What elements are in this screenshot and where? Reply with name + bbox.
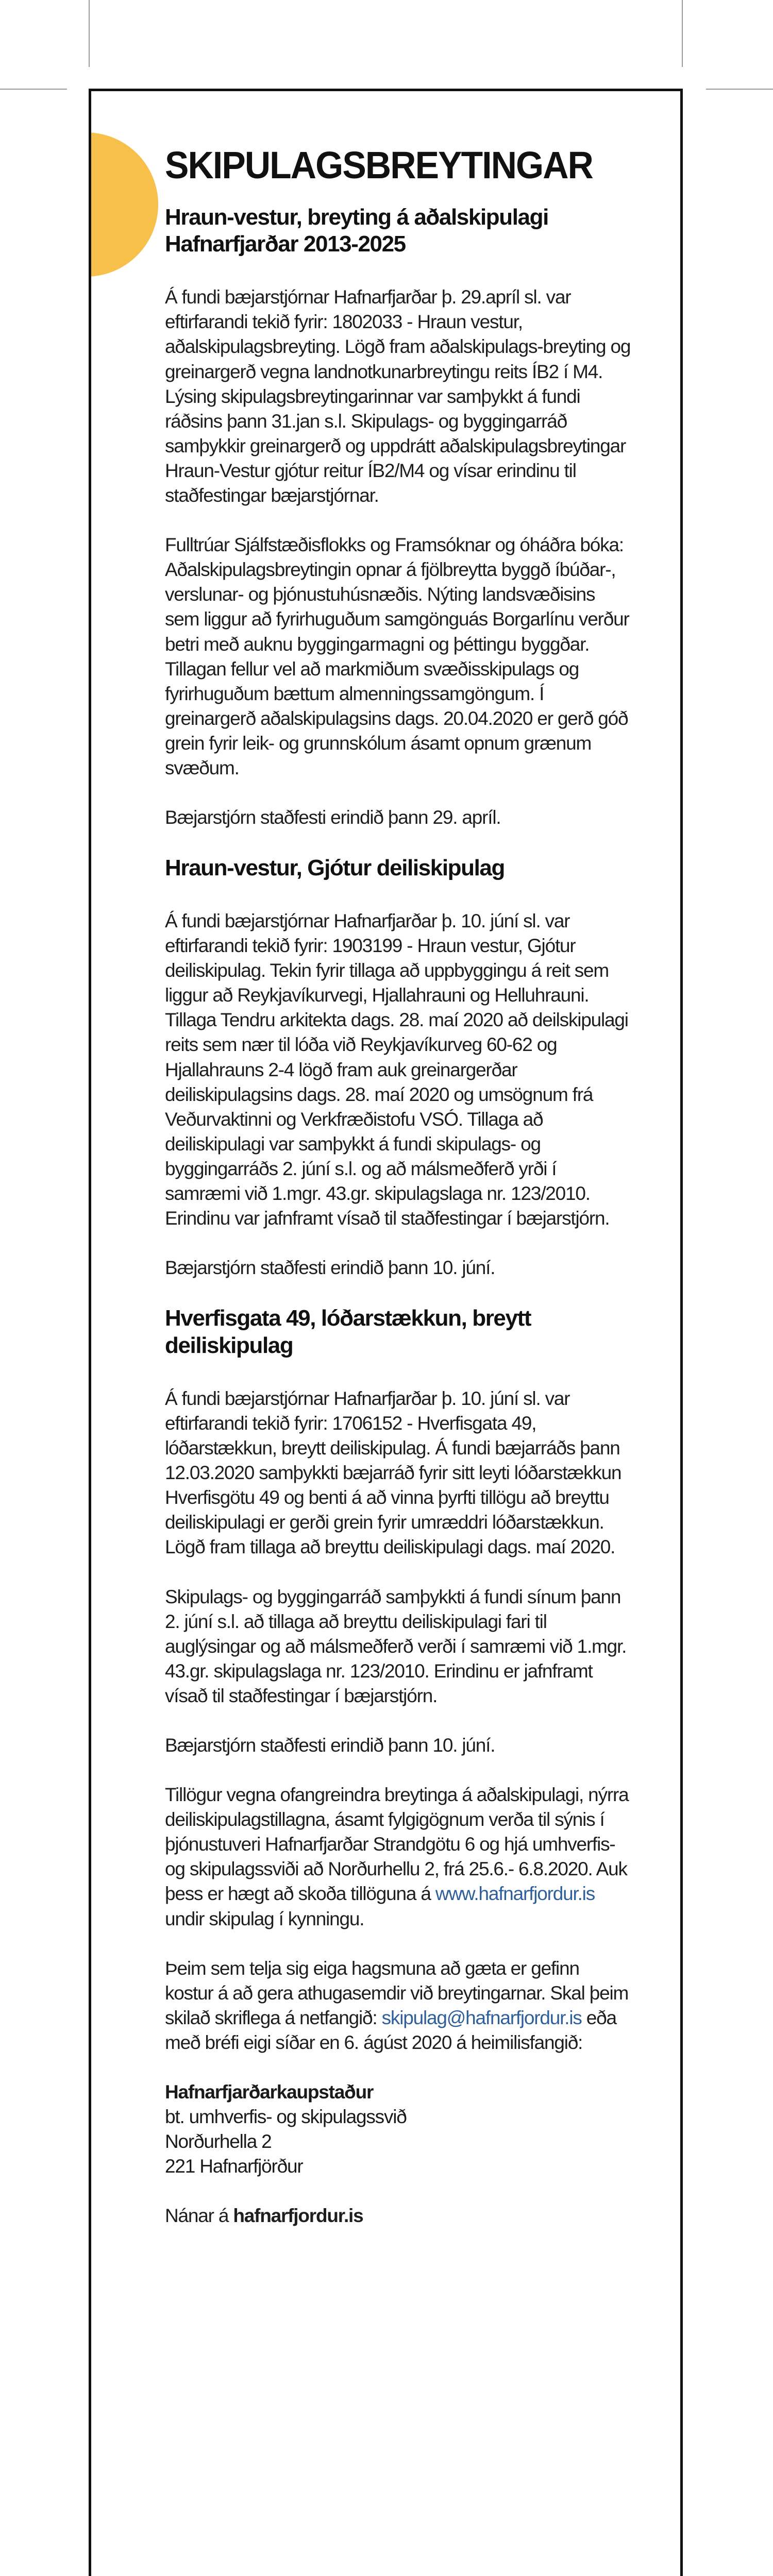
body-paragraph: Á fundi bæjarstjórnar Hafnarfjarðar þ. 10. júní sl. var eftirfarandi tekið fyrir: 1706152 - Hverfisgata 49, lóðarstækkun, breytt deiliskipulag. Á fundi bæjarráðs þann 12.03.2020 samþykkti bæjarráð fyrir sitt leyti lóðarstækkun Hverfisgötu 49 og benti á að vinna þyrfti tillögu að breyttu deiliskipulagi er gerði grein fyrir umræddri lóðarstækkun. Lögð fram tillaga að breyttu deiliskipulagi dags. maí 2020.	[165, 1387, 621, 1558]
body-paragraph: Á fundi bæjarstjórnar Hafnarfjarðar þ. 29.apríl sl. var eftirfarandi tekið fyrir: 1802033 - Hraun vestur, aðalskipulagsbreyting. Lögð fram aðalskipulags-breyting og greinargerð vegna landnotkunarbreytingu reits ÍB2 í M4. Lýsing skipulagsbreytingarinnar var samþykkt á fundi ráðsins þann 31.jan s.l. Skipulags- og byggingarráð samþykkir greinargerð og uppdrátt aðalskipulagsbreytingar Hraun-Vestur gjótur reitur ÍB2/M4 og vísar erindinu til staðfestingar bæjarstjórnar.	[165, 286, 631, 506]
body-paragraph: Skipulags- og byggingarráð samþykkti á fundi sínum þann 2. júní s.l. að tillaga að breyttu deiliskipulagi fari til auglýsingar og að málsmeðferð verði í samræmi við 1.mgr. 43.gr. skipulagslaga nr. 123/2010. Erindinu er jafnframt vísað til staðfestingar í bæjarstjórn.	[165, 1586, 627, 1706]
page-title: SKIPULAGSBREYTINGAR	[165, 144, 593, 187]
address-line: bt. umhverfis- og skipulagssvið	[165, 2106, 407, 2128]
address-line: 221 Hafnarfjörður	[165, 2156, 303, 2177]
crop-mark	[89, 0, 90, 67]
closing-text: Tillögur vegna ofangreindra breytinga á aðalskipulagi, nýrra deiliskipulagstillagna, ásamt fylgigögnum verða til sýnis í þjónustuveri Hafnarfjarðar Strandgötu 6 og hjá umhverfis- og skipulagssviði að Norðurhellu 2, frá 25.6.- 6.8.2020. Auk þess er hægt að skoða tillöguna á	[165, 1784, 629, 1905]
body-paragraph: Á fundi bæjarstjórnar Hafnarfjarðar þ. 10. júní sl. var eftirfarandi tekið fyrir: 1903199 - Hraun vestur, Gjótur deiliskipulag. Tekin fyrir tillaga að uppbyggingu á reit sem liggur að Reykjavíkurvegi, Hjallahrauni og Helluhrauni. Tillaga Tendru arkitekta dags. 28. maí 2020 að deilskipulagi reits sem nær til lóða við Reykjavíkurveg 60-62 og Hjallahrauns 2-4 lögð fram auk greinargerðar deiliskipulagsins dags. 28. maí 2020 og umsögnum frá Veðurvaktinni og Verkfræðistofu VSÓ. Tillaga að deiliskipulagi var samþykkt á fundi skipulags- og byggingarráðs 2. júní s.l. og að málsmeðferð yrði í samræmi við 1.mgr. 43.gr. skipulagslaga nr. 123/2010. Erindinu var jafnframt vísað til staðfestingar í bæjarstjórn.	[165, 910, 628, 1229]
body-paragraph: Bæjarstjórn staðfesti erindið þann 10. júní.	[165, 1734, 495, 1756]
section-heading: Hraun-vestur, Gjótur deiliskipulag	[165, 855, 505, 881]
more-info-site-link[interactable]: hafnarfjordur.is	[233, 2205, 363, 2227]
crop-mark	[706, 89, 773, 90]
ad-content	[165, 145, 631, 2253]
section-aðalskipulag	[165, 204, 631, 830]
crop-mark	[682, 0, 683, 67]
address-line: Norðurhella 2	[165, 2131, 272, 2153]
closing-paragraph	[165, 1783, 631, 1931]
more-info	[165, 2204, 631, 2228]
closing-text: undir skipulag í kynningu.	[165, 1908, 364, 1929]
objection-text: Þeim sem telja sig eiga hagsmuna að gæta er gefinn kostur á að gera athugasemdir við breytingarnar. Skal þeim skilað skriflega á netfangið:	[165, 1957, 629, 2028]
website-link[interactable]: www.hafnarfjordur.is	[435, 1883, 595, 1905]
objection-paragraph	[165, 1956, 631, 2055]
body-paragraph: Fulltrúar Sjálfstæðisflokks og Framsóknar og óháðra bóka: Aðalskipulagsbreytingin opnar á fjölbreytta byggð íbúðar-, verslunar- og þjónustuhúsnæðis. Nýting landsvæðisins sem liggur að fyrirhuguðum samgönguás Borgarlínu verður betri með auknu byggingarmagni og þéttingu byggðar. Tillagan fellur vel að markmiðum svæðisskipulags og fyrirhuguðum bættum almenningssamgöngum. Í greinargerð aðalskipulagsins dags. 20.04.2020 er gerð góð grein fyrir leik- og grunnskólum ásamt opnum grænum svæðum.	[165, 534, 629, 778]
section-heading: Hverfisgata 49, lóðarstækkun, breytt deiliskipulag	[165, 1306, 531, 1359]
section-hverfisgata	[165, 1305, 631, 1758]
crop-mark	[0, 89, 67, 90]
body-paragraph: Bæjarstjórn staðfesti erindið þann 10. júní.	[165, 1257, 495, 1279]
decorative-circle	[89, 132, 158, 277]
postal-address	[165, 2080, 631, 2179]
advertisement-frame	[89, 89, 683, 2576]
section-heading: Hraun-vestur, breyting á aðalskipulagi Hafnarfjarðar 2013-2025	[165, 204, 548, 257]
objection-text: eða með bréfi eigi síðar en 6. ágúst 2020 á heimilisfangið:	[165, 2007, 616, 2053]
more-info-label: Nánar á	[165, 2205, 233, 2227]
email-link[interactable]: skipulag@hafnarfjordur.is	[381, 2007, 582, 2028]
address-org: Hafnarfjarðarkaupstaður	[165, 2081, 374, 2103]
section-gjotur	[165, 855, 631, 1280]
body-paragraph: Bæjarstjórn staðfesti erindið þann 29. apríl.	[165, 807, 501, 828]
